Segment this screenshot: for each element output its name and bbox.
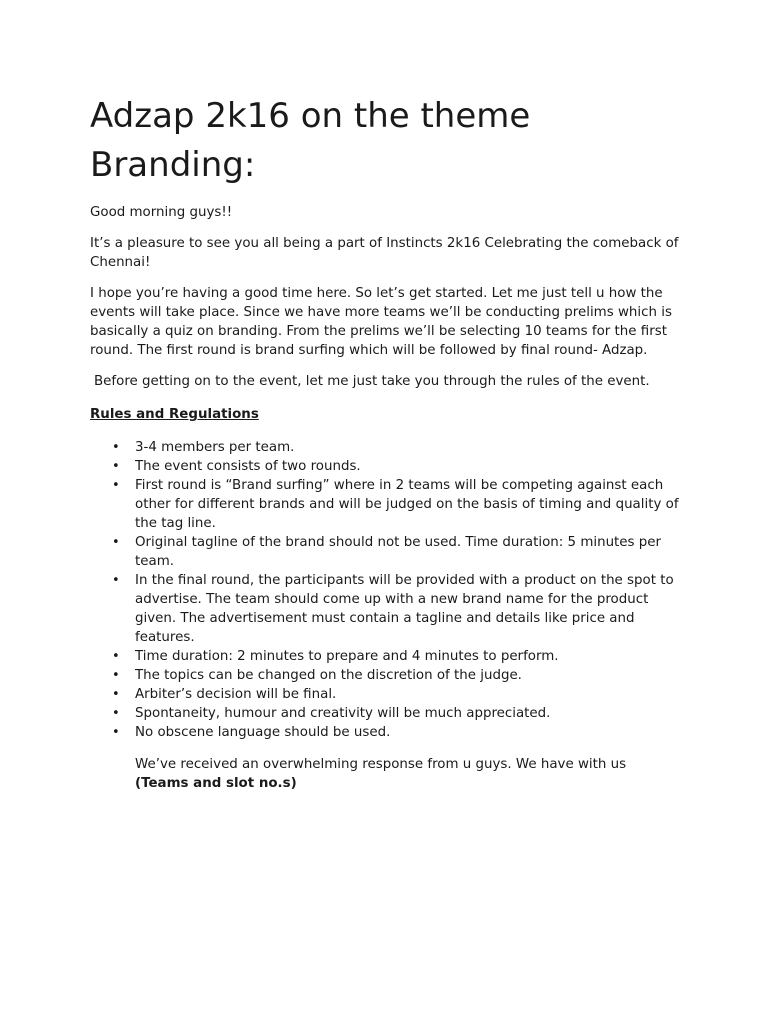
list-item: [90, 438, 680, 457]
bullet-icon: •: [112, 725, 120, 740]
list-item: [90, 476, 680, 533]
rule-text: Original tagline of the brand should not be used. Time duration: 5 minutes per team.: [135, 535, 662, 569]
greeting-paragraph: Good morning guys!!: [90, 205, 233, 220]
rule-text: The event consists of two rounds.: [135, 459, 361, 474]
bullet-icon: •: [112, 687, 120, 702]
rule-text: Spontaneity, humour and creativity will be much appreciated.: [135, 706, 551, 721]
rule-text: First round is “Brand surfing” where in 2 teams will be competing against each other for different brands and will be judged on the basis of timing and quality of the tag line.: [135, 478, 679, 531]
list-item: [90, 685, 680, 704]
rules-list: [90, 438, 680, 742]
rule-text: In the final round, the participants will be provided with a product on the spot to advertise. The team should come up with a new brand name for the product given. The advertisement must contain a tagline and details like price and features.: [135, 573, 674, 645]
intro-paragraph: I hope you’re having a good time here. So let’s get started. Let me just tell u how the events will take place. Since we have more teams we’ll be conducting prelims which is basically a quiz on branding. From the prelims we’ll be selecting 10 teams for the first round. The first round is brand surfing which will be followed by final round- Adzap.: [90, 286, 672, 358]
bullet-icon: •: [112, 440, 120, 455]
list-item: [90, 457, 680, 476]
closing-line: We’ve received an overwhelming response from u guys. We have with us: [135, 757, 627, 772]
rule-text: No obscene language should be used.: [135, 725, 391, 740]
welcome-paragraph: It’s a pleasure to see you all being a part of Instincts 2k16 Celebrating the comeback of Chennai!: [90, 236, 679, 270]
rule-text: 3-4 members per team.: [135, 440, 295, 455]
teams-slot-line: (Teams and slot no.s): [135, 776, 297, 791]
bullet-icon: •: [112, 573, 120, 588]
bullet-icon: •: [112, 459, 120, 474]
rules-heading: Rules and Regulations: [90, 407, 259, 422]
bullet-icon: •: [112, 478, 120, 493]
list-item: [90, 647, 680, 666]
bullet-icon: •: [112, 706, 120, 721]
closing-section: [90, 755, 680, 793]
document-title: Adzap 2k16 on the theme Branding:: [90, 96, 531, 185]
list-item: [90, 723, 680, 742]
list-item: [90, 704, 680, 723]
list-item: [90, 533, 680, 571]
rule-text: Arbiter’s decision will be final.: [135, 687, 337, 702]
bullet-icon: •: [112, 535, 120, 550]
list-item: [90, 666, 680, 685]
bullet-icon: •: [112, 649, 120, 664]
list-item: [90, 571, 680, 647]
rule-text: Time duration: 2 minutes to prepare and 4 minutes to perform.: [135, 649, 559, 664]
before-rules-paragraph: Before getting on to the event, let me just take you through the rules of the event.: [94, 374, 650, 389]
bullet-icon: •: [112, 668, 120, 683]
document-page: [90, 92, 680, 793]
rule-text: The topics can be changed on the discretion of the judge.: [135, 668, 522, 683]
